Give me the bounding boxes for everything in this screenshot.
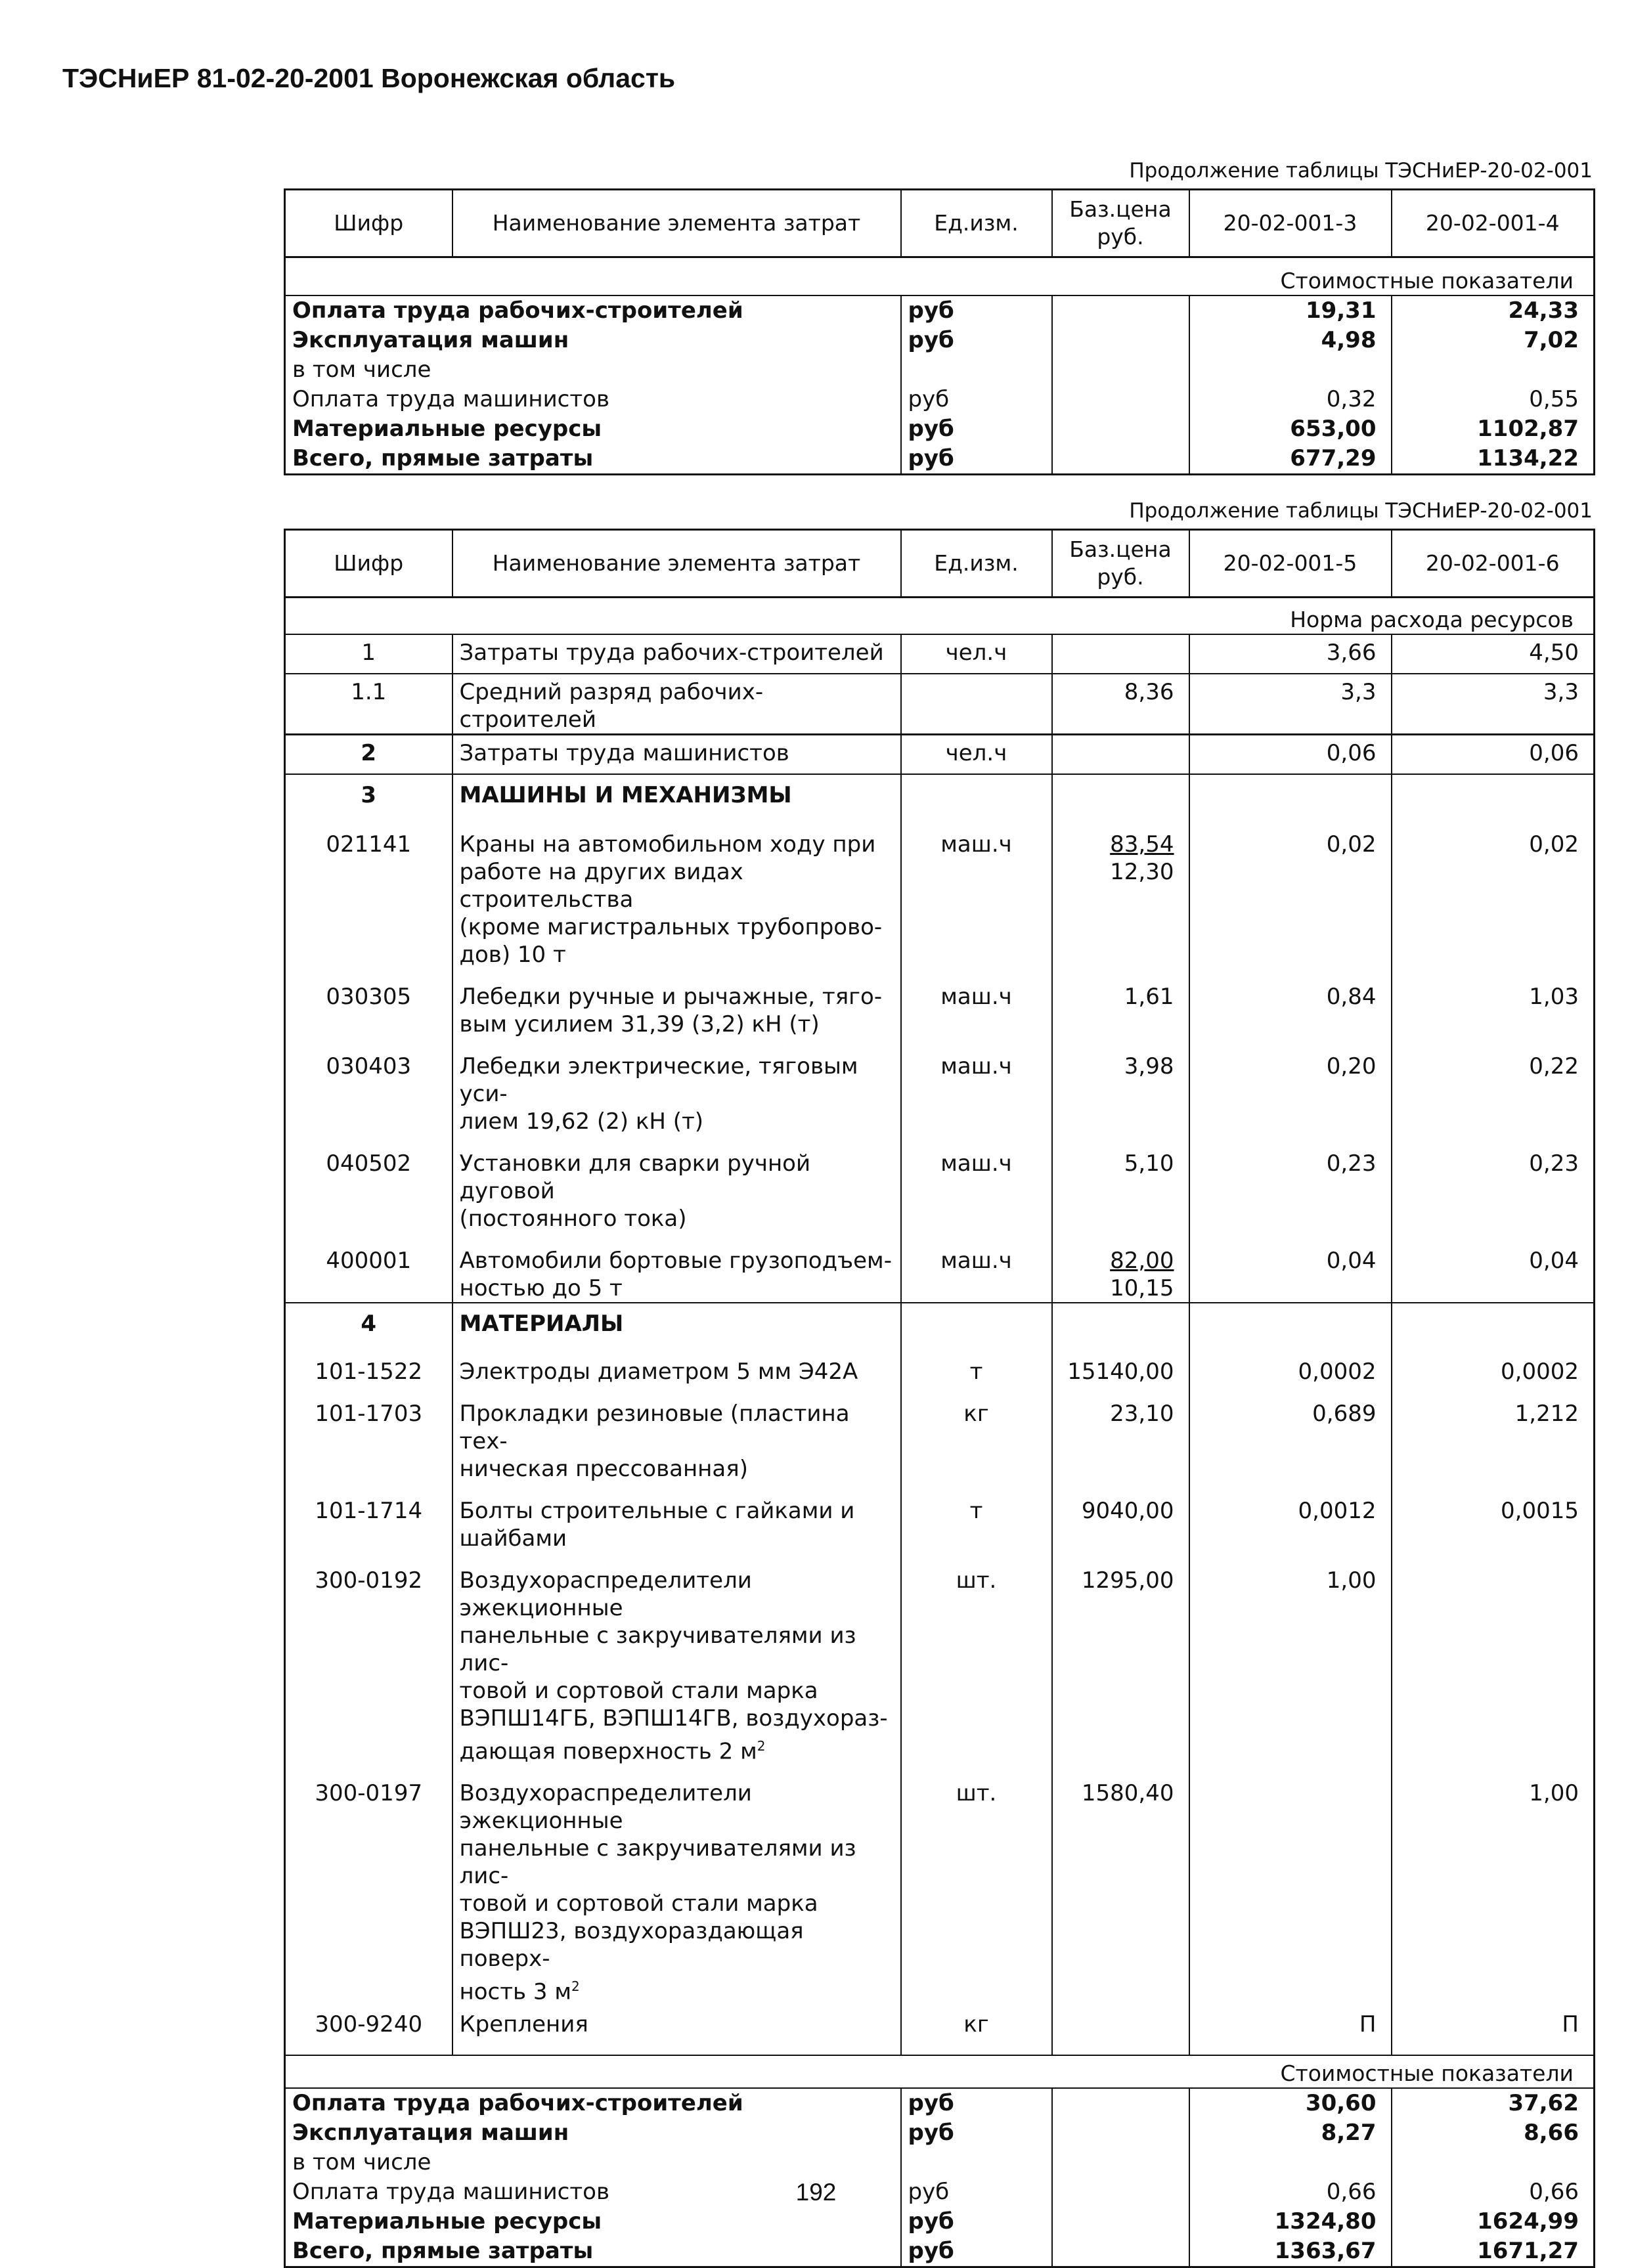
sum-value-a: 30,60 <box>1189 2088 1392 2118</box>
page-number: 192 <box>795 2179 837 2206</box>
col-header-code: Шифр <box>334 210 404 236</box>
row-value-b: 0,02 <box>1392 816 1595 969</box>
col-header-price: Баз.цена руб. <box>1052 190 1189 257</box>
row-price <box>1052 735 1189 774</box>
cost-table-1 <box>284 188 1595 475</box>
sum-label: Оплата труда рабочих-строителей <box>285 2088 901 2118</box>
sum-unit: руб <box>901 326 1052 355</box>
row-code: 040502 <box>326 1150 412 1177</box>
row-price: 5,10 <box>1052 1135 1189 1232</box>
row-value-a: 0,06 <box>1189 735 1392 774</box>
sum-unit: руб <box>901 385 1052 414</box>
col-header-variant-4: 20-02-001-4 <box>1392 190 1595 257</box>
section-code: 4 <box>285 1303 452 1343</box>
row-value-a: П <box>1189 2005 1392 2055</box>
row-name: Затраты труда рабочих-строителей <box>452 634 901 674</box>
row-code: 030305 <box>326 983 412 1010</box>
sum-label: Материальные ресурсы <box>292 2208 602 2235</box>
row-value-b: 1,212 <box>1392 1385 1595 1483</box>
row-name: Прокладки резиновые (пластина тех- ническая прессованная) <box>452 1385 901 1483</box>
row-code: 300-0197 <box>315 1779 423 1806</box>
section-title: МАШИНЫ И МЕХАНИЗМЫ <box>452 774 901 816</box>
row-unit: маш.ч <box>901 969 1052 1038</box>
row-value-b: 1,03 <box>1392 969 1595 1038</box>
row-code: 1.1 <box>285 674 452 735</box>
sum-value-a: 1324,80 <box>1189 2207 1392 2236</box>
sum-value-b: 7,02 <box>1392 326 1595 355</box>
row-value-b: 0,04 <box>1392 1232 1595 1303</box>
row-price: 1295,00 <box>1052 1552 1189 1765</box>
row-code: 300-9240 <box>315 2011 423 2038</box>
sum-label: Оплата труда машинистов <box>292 2179 610 2206</box>
sum-unit: руб <box>901 295 1052 326</box>
sum-value-a: 1363,67 <box>1189 2236 1392 2267</box>
row-unit: т <box>901 1343 1052 1385</box>
row-value-a: 0,02 <box>1189 816 1392 969</box>
sum-value-a: 4,98 <box>1189 326 1392 355</box>
row-unit: шт. <box>901 1552 1052 1765</box>
row-code: 400001 <box>326 1247 412 1274</box>
row-price <box>1052 2005 1189 2055</box>
col-header-name: Наименование элемента затрат <box>452 190 901 257</box>
row-unit: маш.ч <box>901 1135 1052 1232</box>
row-value-b: П <box>1392 2005 1595 2055</box>
sum-value-a: 8,27 <box>1189 2118 1392 2148</box>
sum-value-b: 0,55 <box>1392 385 1595 414</box>
section-title: МАТЕРИАЛЫ <box>452 1303 901 1343</box>
sum-label: Материальные ресурсы <box>292 416 602 442</box>
sum-label: Оплата труда машинистов <box>292 386 610 412</box>
sum-value-b: 1671,27 <box>1392 2236 1595 2267</box>
row-name: Автомобили бортовые грузоподъем- ностью до 5 т <box>452 1232 901 1303</box>
sum-label: в том числе <box>292 2149 431 2176</box>
row-name: Электроды диаметром 5 мм Э42А <box>452 1343 901 1385</box>
row-name: Воздухораспределители эжекционные панельные с закручивателями из лис- товой и сортовой стали марка ВЭПШ23, воздухораздающая поверх- ность 3 $м^2$ <box>452 1765 901 2005</box>
row-value-b: 1,00 <box>1392 1765 1595 2005</box>
row-code: 101-1522 <box>315 1358 423 1385</box>
col-header-variant-6: 20-02-001-6 <box>1392 530 1595 598</box>
sum-label: Эксплуатация машин <box>292 327 569 353</box>
row-unit: т <box>901 1483 1052 1552</box>
row-value-a: 0,84 <box>1189 969 1392 1038</box>
sum-label: в том числе <box>292 357 431 383</box>
row-value-b: 0,0015 <box>1392 1483 1595 1552</box>
col-header-variant-3: 20-02-001-3 <box>1189 190 1392 257</box>
table2-caption: Продолжение таблицы ТЭСНиЕР-20-02-001 <box>1129 499 1593 523</box>
sum-unit: руб <box>901 2177 1052 2207</box>
row-price: 82,00 10,15 <box>1052 1232 1189 1303</box>
row-value-a: 1,00 <box>1189 1552 1392 1765</box>
row-name: Установки для сварки ручной дуговой (постоянного тока) <box>452 1135 901 1232</box>
row-code: 101-1714 <box>315 1497 423 1524</box>
row-value-a: 0,689 <box>1189 1385 1392 1483</box>
row-name: Крепления <box>452 2005 901 2055</box>
row-unit: кг <box>901 1385 1052 1483</box>
sum-unit: руб <box>901 2236 1052 2267</box>
col-header-name: Наименование элемента затрат <box>452 530 901 598</box>
sum-value-b: 8,66 <box>1392 2118 1595 2148</box>
row-value-b: 4,50 <box>1392 634 1595 674</box>
row-code: 1 <box>285 634 452 674</box>
row-price: 8,36 <box>1052 674 1189 735</box>
sum-unit: руб <box>901 2118 1052 2148</box>
row-unit: чел.ч <box>901 735 1052 774</box>
sum-unit: руб <box>901 2207 1052 2236</box>
row-price: 15140,00 <box>1052 1343 1189 1385</box>
row-unit: маш.ч <box>901 1038 1052 1135</box>
row-value-b <box>1392 1552 1595 1765</box>
sum-value-b: 37,62 <box>1392 2088 1595 2118</box>
sum-value-a: 677,29 <box>1189 444 1392 475</box>
row-value-a: 3,66 <box>1189 634 1392 674</box>
cost-table-2 <box>284 529 1595 2268</box>
row-name: Болты строительные с гайками и шайбами <box>452 1483 901 1552</box>
sum-value-b: 1134,22 <box>1392 444 1595 475</box>
section-code: 3 <box>285 774 452 816</box>
row-value-a: 0,0002 <box>1189 1343 1392 1385</box>
row-price <box>1052 634 1189 674</box>
col-header-variant-5: 20-02-001-5 <box>1189 530 1392 598</box>
sum-unit: руб <box>901 2088 1052 2118</box>
sum-value-a: 19,31 <box>1189 295 1392 326</box>
row-name: Затраты труда машинистов <box>452 735 901 774</box>
col-header-price: Баз.цена руб. <box>1052 530 1189 598</box>
row-value-a: 0,04 <box>1189 1232 1392 1303</box>
row-unit: маш.ч <box>901 1232 1052 1303</box>
row-price: 83,54 12,30 <box>1052 816 1189 969</box>
sum-unit: руб <box>901 444 1052 475</box>
row-name: Средний разряд рабочих-строителей <box>452 674 901 735</box>
row-code: 101-1703 <box>315 1400 423 1427</box>
row-value-b: 0,0002 <box>1392 1343 1595 1385</box>
section-cost-label: Стоимостные показатели <box>1280 268 1574 294</box>
sum-label: Всего, прямые затраты <box>292 445 594 471</box>
row-code: 300-0192 <box>315 1567 423 1594</box>
row-value-b: 0,23 <box>1392 1135 1595 1232</box>
row-value-b: 0,06 <box>1392 735 1595 774</box>
row-value-a: 0,0012 <box>1189 1483 1392 1552</box>
row-price: 9040,00 <box>1052 1483 1189 1552</box>
sum-value-b: 24,33 <box>1392 295 1595 326</box>
sum-value-a: 0,32 <box>1189 385 1392 414</box>
sum-label: Эксплуатация машин <box>292 2120 569 2147</box>
row-code: 021141 <box>326 831 412 858</box>
row-price: 23,10 <box>1052 1385 1189 1483</box>
row-unit: маш.ч <box>901 816 1052 969</box>
row-name: Лебедки электрические, тяговым уси- лием 19,62 (2) кН (т) <box>452 1038 901 1135</box>
col-header-code: Шифр <box>334 550 404 576</box>
row-name: Лебедки ручные и рычажные, тяго- вым усилием 31,39 (3,2) кН (т) <box>452 969 901 1038</box>
sum-label: Всего, прямые затраты <box>292 2238 594 2265</box>
sum-label: Оплата труда рабочих-строителей <box>285 295 901 326</box>
sum-value-a: 653,00 <box>1189 414 1392 444</box>
document-header: ТЭСНиЕР 81-02-20-2001 Воронежская область <box>62 63 676 93</box>
row-code: 030403 <box>326 1053 412 1079</box>
row-price: 1,61 <box>1052 969 1189 1038</box>
row-value-a: 0,20 <box>1189 1038 1392 1135</box>
section-norm-label: Норма расхода ресурсов <box>1290 607 1574 632</box>
row-name: Краны на автомобильном ходу при работе на других видах строительства (кроме магистральных трубопрово- дов) 10 т <box>452 816 901 969</box>
table1-caption: Продолжение таблицы ТЭСНиЕР-20-02-001 <box>1129 159 1593 183</box>
sum-value-a: 0,66 <box>1189 2177 1392 2207</box>
col-header-unit: Ед.изм. <box>901 530 1052 598</box>
row-unit: шт. <box>901 1765 1052 2005</box>
sum-value-b: 1102,87 <box>1392 414 1595 444</box>
row-value-a: 3,3 <box>1189 674 1392 735</box>
row-value-b: 3,3 <box>1392 674 1595 735</box>
row-value-a: 0,23 <box>1189 1135 1392 1232</box>
sum-value-b: 1624,99 <box>1392 2207 1595 2236</box>
row-unit: чел.ч <box>901 634 1052 674</box>
row-name: Воздухораспределители эжекционные панельные с закручивателями из лис- товой и сортовой стали марка ВЭПШ14ГБ, ВЭПШ14ГВ, воздухораз- дающая поверхность 2 $м^2$ <box>452 1552 901 1765</box>
col-header-unit: Ед.изм. <box>901 190 1052 257</box>
sum-value-b: 0,66 <box>1392 2177 1595 2207</box>
row-price: 3,98 <box>1052 1038 1189 1135</box>
row-unit: кг <box>901 2005 1052 2055</box>
sum-unit: руб <box>901 414 1052 444</box>
row-unit <box>901 674 1052 735</box>
section-cost-label: Стоимостные показатели <box>285 2055 1595 2088</box>
row-value-b: 0,22 <box>1392 1038 1595 1135</box>
row-code: 2 <box>285 735 452 774</box>
row-price: 1580,40 <box>1052 1765 1189 2005</box>
row-value-a <box>1189 1765 1392 2005</box>
